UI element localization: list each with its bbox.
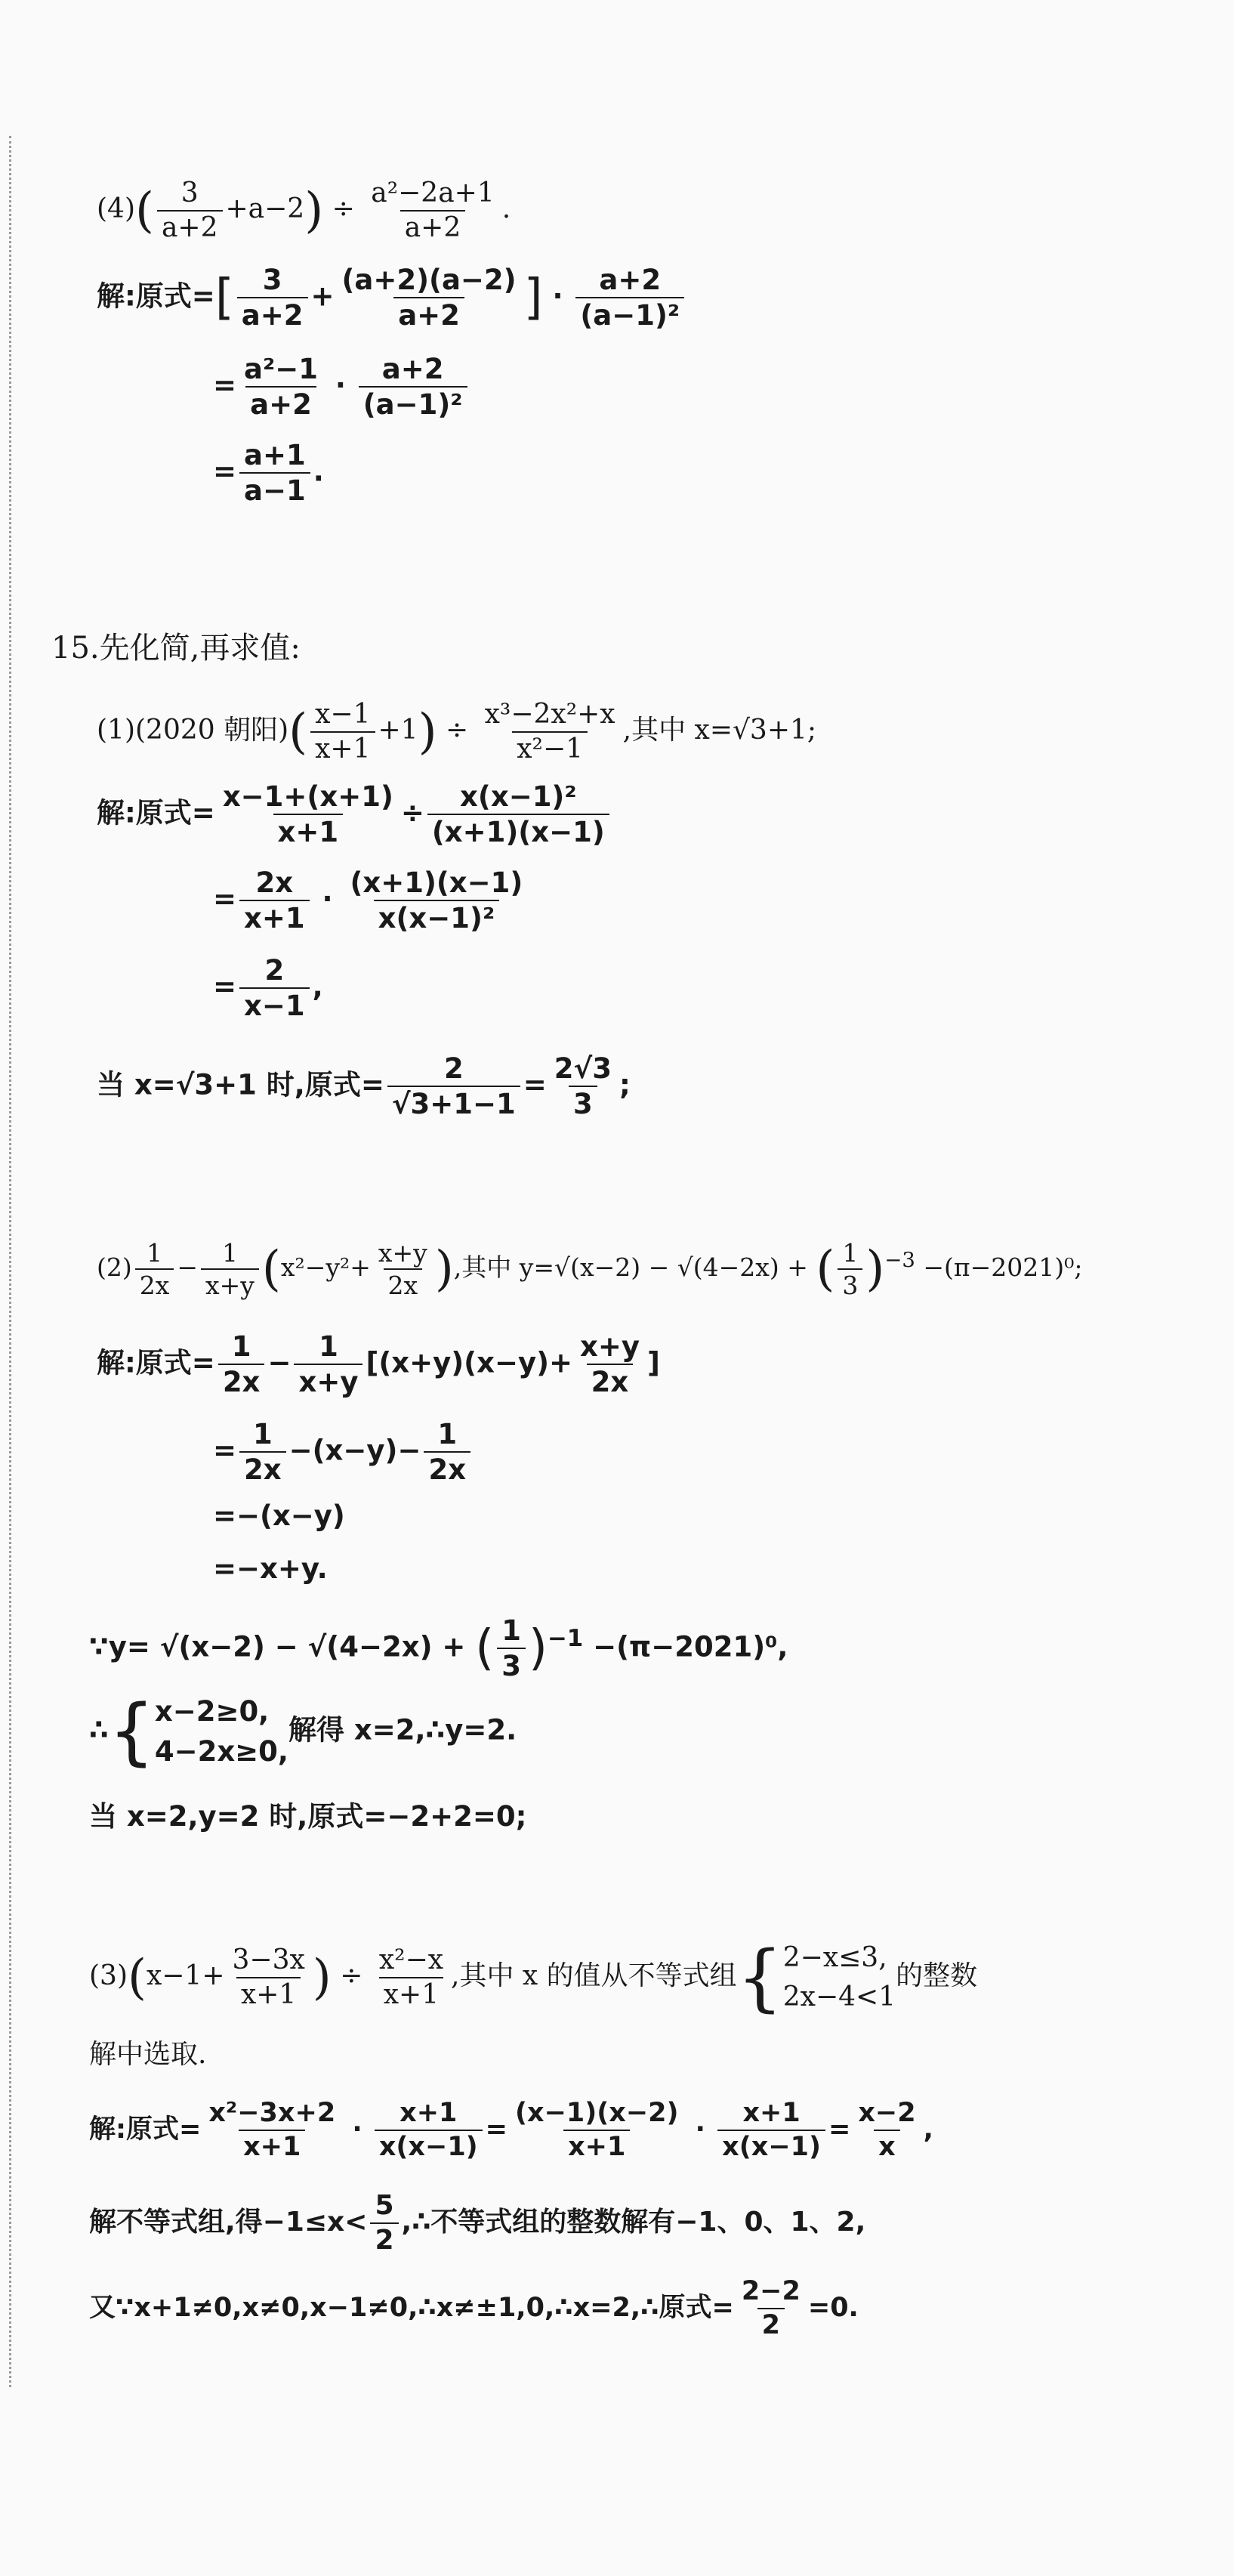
fraction: $\frac{1}{3}$: [497, 1617, 526, 1680]
problem-15-title: 15.先化简,再求值:: [51, 631, 301, 666]
fraction: $\frac{3}{a+2}$: [237, 266, 308, 329]
fraction: $\frac{\text{x(x−1)²}}{(x+1)(x-1)}$: [427, 783, 609, 846]
fraction: $\frac{x-1+(x+1)}{x+1}$: [222, 780, 393, 848]
fraction: $\frac{5}{2}$: [370, 2192, 398, 2254]
fraction: $\frac{\text{a²−1}}{a+2}$: [244, 353, 318, 421]
problem-15-2-because: ∵y= √(x−2) − √(4−2x) + ( $\frac{1}{3}$ )$^{-1}$ −(π−2021)⁰,: [89, 1614, 788, 1682]
fraction: $\frac{2x}{x+1}$: [239, 869, 310, 932]
problem-15-3-question-line-2: 解中选取.: [89, 2039, 207, 2070]
fraction: $\frac{(x-1)(x-2)}{x+1}$: [515, 2098, 679, 2162]
fraction: $\frac{x+y}{2x}$: [579, 1330, 640, 1398]
fraction: $\frac{1}{x+y}$: [294, 1333, 362, 1396]
problem-15-2-step-1: 解:原式= $\frac{1}{2x}$ − $\frac{1}{x+y}$ [(x+y)(x−y)+ $\frac{x+y}{2x}$ ]: [97, 1330, 660, 1398]
fraction: $\frac{x+1}{x(x-1)}$: [375, 2100, 483, 2161]
problem-15-2-step-4: =−x+y.: [213, 1552, 328, 1585]
fraction: $\frac{a+2}{\text{(a−1)²}}$: [575, 266, 684, 329]
fraction: $\frac{2-2}{2}$: [741, 2276, 801, 2340]
problem-15-3-final: 又∵x+1≠0,x≠0,x−1≠0,∴x≠±1,0,∴x=2,∴原式= $\frac{2-2}{2}$ =0.: [89, 2276, 859, 2340]
inequality-system: 2−x≤3, 2x−4<1: [782, 1942, 896, 2012]
fraction: $\frac{1}{2x}$: [135, 1240, 174, 1298]
fraction: $\frac{1}{3}$: [838, 1240, 862, 1298]
problem-15-2-step-2: = $\frac{1}{2x}$ −(x−y)− $\frac{1}{2x}$: [213, 1420, 474, 1484]
problem-15-1-step-1: 解:原式= $\frac{x-1+(x+1)}{x+1}$ ÷ $\frac{\text{x(x−1)²}}{(x+1)(x-1)}$: [97, 783, 612, 846]
problem-14-4-step-2: = $\frac{\text{a²−1}}{a+2}$ · $\frac{a+2}{\text{(a−1)²}}$: [213, 355, 470, 419]
problem-15-3-inequality-solution: 解不等式组,得−1≤x< $\frac{5}{2}$ ,∴不等式组的整数解有−1、0、1、2,: [89, 2190, 866, 2256]
fraction: $\frac{x-1}{x+1}$: [310, 701, 375, 763]
fraction: $\frac{2}{x-1}$: [239, 956, 310, 1020]
fraction: $\frac{2}{√3+1-1}$: [387, 1055, 520, 1118]
fraction: $\frac{\text{x²−x}}{x+1}$: [378, 1944, 444, 2010]
fraction: $\frac{1}{2x}$: [218, 1333, 265, 1396]
problem-14-4-step-3: = $\frac{a+1}{a-1}$ .: [213, 439, 324, 507]
problem-14-4-step-1: 解:原式=[ $\frac{3}{a+2}$ + $\frac{(a+2)(a-2)}{a+2}$ ] · $\frac{a+2}{\text{(a−1)²}}$: [97, 266, 687, 329]
problem-15-2-step-3: =−(x−y): [213, 1500, 345, 1532]
fraction: $\frac{x+1}{x(x-1)}$: [717, 2100, 825, 2161]
fraction: $\frac{x-2}{x}$: [858, 2098, 916, 2162]
fraction: $\frac{\text{a²−2a+1}}{a+2}$: [371, 178, 495, 243]
inequality-system: x−2≥0, 4−2x≥0,: [154, 1695, 288, 1768]
fraction: $\frac{a+2}{\text{(a−1)²}}$: [359, 355, 467, 419]
fraction: $\frac{x+y}{2x}$: [378, 1238, 427, 1300]
fraction: $\frac{(x+1)(x-1)}{\text{x(x−1)²}}$: [350, 866, 523, 934]
label: (4): [97, 193, 135, 224]
problem-15-2-therefore: ∴{ x−2≥0, 4−2x≥0, 解得 x=2,∴y=2.: [89, 1689, 517, 1774]
problem-15-2-question: (2) $\frac{1}{2x}$ − $\frac{1}{x+y}$ (x²−y²+ $\frac{x+y}{2x}$ ),其中 y=√(x−2) − √(4−2x) + ( $\frac{1}{3}$ )$^{-3}$ −(π−2021)⁰;: [97, 1238, 1083, 1300]
fraction: $\frac{\text{x²−3x+2}}{x+1}$: [208, 2098, 336, 2162]
problem-15-2-evaluation: 当 x=2,y=2 时,原式=−2+2=0;: [89, 1800, 527, 1833]
problem-14-4-question: (4)( $\frac{3}{a+2}$ +a−2) ÷ $\frac{\text{a²−2a+1}}{a+2}$ .: [97, 178, 511, 243]
fraction: $\frac{(a+2)(a-2)}{a+2}$: [341, 264, 517, 332]
problem-15-1-question: (1)(2020 朝阳)( $\frac{x-1}{x+1}$ +1) ÷ $\frac{\text{x³−2x²+x}}{\text{x²−1}}$ ,其中 x=√3+1;: [97, 699, 817, 764]
problem-15-3-question: (3)(x−1+ $\frac{3-3x}{x+1}$ ) ÷ $\frac{\text{x²−x}}{x+1}$ ,其中 x 的值从不等式组{ 2−x≤3, 2x−4<1 的整数: [89, 1935, 978, 2020]
problem-15-3-step-1: 解:原式= $\frac{\text{x²−3x+2}}{x+1}$ · $\frac{x+1}{x(x-1)}$ = $\frac{(x-1)(x-2)}{x+1}$ · $\frac{x+1}{x(x-1)}$ = $\frac{x-2}{x}$ ,: [89, 2098, 933, 2162]
fraction: $\frac{3-3x}{x+1}$: [232, 1944, 305, 2010]
problem-15-1-evaluation: 当 x=√3+1 时,原式= $\frac{2}{√3+1-1}$ = $\frac{2√3}{3}$ ;: [97, 1052, 631, 1120]
fraction: $\frac{1}{2x}$: [239, 1420, 286, 1484]
fraction: $\frac{a+1}{a-1}$: [239, 441, 310, 505]
fraction: $\frac{1}{2x}$: [424, 1420, 470, 1484]
problem-15-1-step-2: = $\frac{2x}{x+1}$ · $\frac{(x+1)(x-1)}{\text{x(x−1)²}}$: [213, 869, 530, 932]
fraction: $\frac{2√3}{3}$: [554, 1052, 612, 1120]
fraction: $\frac{3}{a+2}$: [157, 180, 223, 242]
fraction: $\frac{\text{x³−2x²+x}}{\text{x²−1}}$: [484, 699, 615, 764]
problem-15-1-step-3: = $\frac{2}{x-1}$ ,: [213, 954, 323, 1022]
fraction: $\frac{1}{x+y}$: [201, 1240, 259, 1298]
margin-dotted-rule: [9, 136, 11, 2387]
